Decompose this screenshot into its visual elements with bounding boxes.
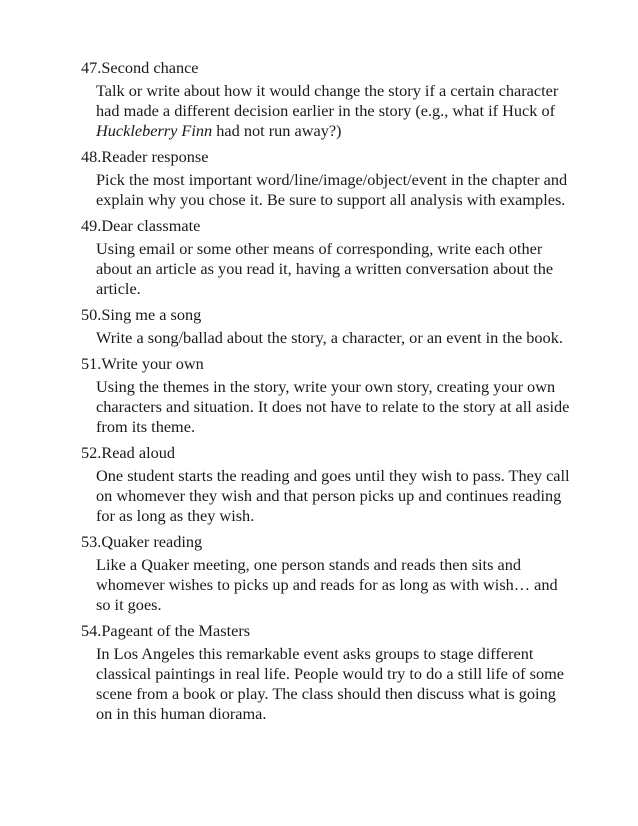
entry-body: Using the themes in the story, write your own story, creating your own characters and situation. It does not have to relate to the story at all aside from its theme. xyxy=(96,377,570,436)
entry-body: Using email or some other means of corresponding, write each other about an article as you read it, having a written conversation about the article. xyxy=(96,239,554,298)
entry-title: 50.Sing me a song xyxy=(81,305,202,324)
entry-title: 54.Pageant of the Masters xyxy=(81,621,251,640)
entry-body: One student starts the reading and goes until they wish to pass. They call on whomever they wish and that person picks up and continues reading for as long as they wish. xyxy=(96,466,570,525)
list-item-52 xyxy=(81,443,598,526)
list-item-47 xyxy=(81,58,598,141)
book-title-italic: Huckleberry Finn xyxy=(96,121,213,140)
entry-body-text: had not run away?) xyxy=(212,121,342,140)
list-item-51 xyxy=(81,354,598,437)
entry-body: Write a song/ballad about the story, a character, or an event in the book. xyxy=(96,328,563,347)
list-item-53 xyxy=(81,532,598,615)
entry-body: Pick the most important word/line/image/object/event in the chapter and explain why you chose it. Be sure to support all analysis with examples. xyxy=(96,170,568,209)
entry-body-text: Talk or write about how it would change the story if a certain character had made a different decision earlier in the story (e.g., what if Huck of xyxy=(96,81,559,120)
list-item-49 xyxy=(81,216,598,299)
entry-body: In Los Angeles this remarkable event asks groups to stage different classical paintings in real life. People would try to do a still life of some scene from a book or play. The class should then discuss what is going on in this human diorama. xyxy=(96,644,564,723)
entry-title: 52.Read aloud xyxy=(81,443,176,462)
entry-body: Like a Quaker meeting, one person stands and reads then sits and whomever wishes to picks up and reads for as long as with wish… and so it goes. xyxy=(96,555,558,614)
entry-title: 47.Second chance xyxy=(81,58,199,77)
entry-title: 48.Reader response xyxy=(81,147,209,166)
list-item-50 xyxy=(81,305,598,348)
list-item-54 xyxy=(81,621,598,724)
list-item-48 xyxy=(81,147,598,210)
entry-title: 53.Quaker reading xyxy=(81,532,203,551)
entry-title: 49.Dear classmate xyxy=(81,216,201,235)
entry-title: 51.Write your own xyxy=(81,354,204,373)
entry-body xyxy=(96,81,576,141)
